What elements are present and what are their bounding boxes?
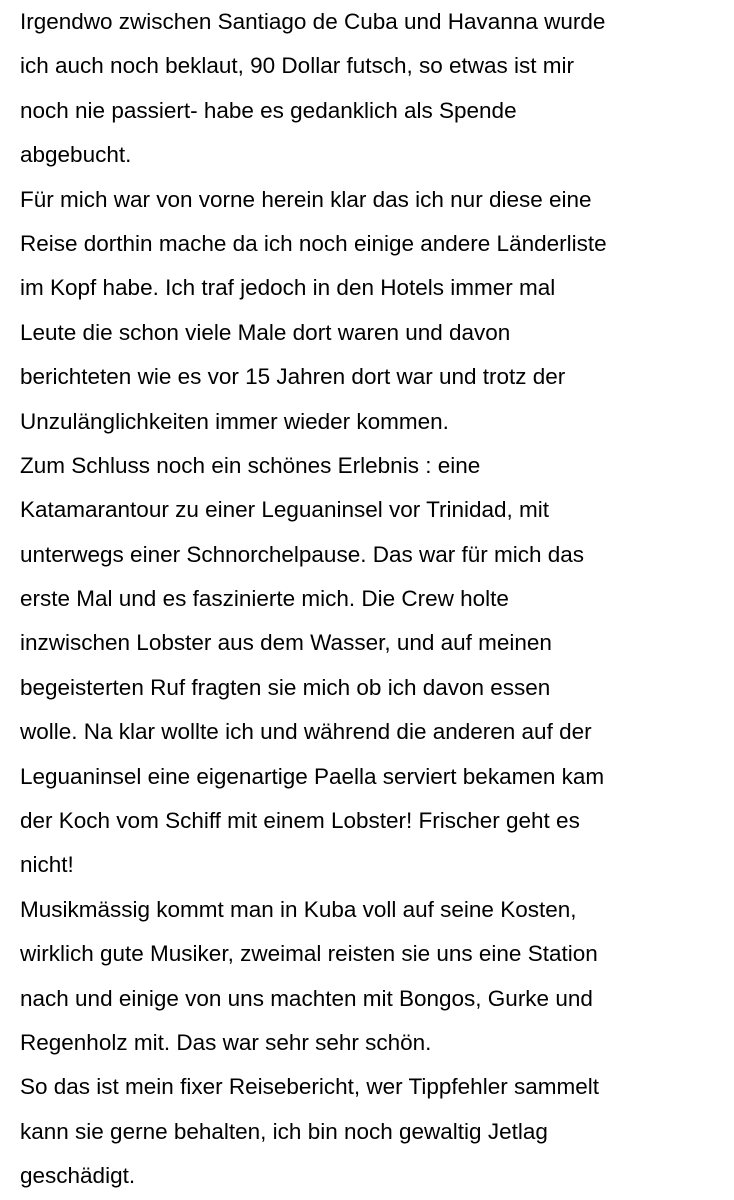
text-line: Für mich war von vorne herein klar das ich nur diese eine — [20, 186, 592, 212]
text-line: Unzulänglichkeiten immer wieder kommen. — [20, 408, 449, 434]
text-line: begeisterten Ruf fragten sie mich ob ich davon essen — [20, 674, 551, 700]
text-line: noch nie passiert- habe es gedanklich als Spende — [20, 97, 517, 123]
text-line: nicht! — [20, 852, 74, 878]
text-line: berichteten wie es vor 15 Jahren dort war und trotz der — [20, 364, 566, 390]
text-line: ich auch noch beklaut, 90 Dollar futsch, so etwas ist mir — [20, 53, 575, 79]
text-line: So das ist mein fixer Reisebericht, wer Tippfehler sammelt — [20, 1074, 599, 1100]
text-line: erste Mal und es faszinierte mich. Die Crew holte — [20, 586, 509, 612]
text-line: Leute die schon viele Male dort waren und davon — [20, 319, 511, 345]
text-line: abgebucht. — [20, 142, 132, 168]
text-line: im Kopf habe. Ich traf jedoch in den Hotels immer mal — [20, 275, 556, 301]
text-line: Irgendwo zwischen Santiago de Cuba und Havanna wurde — [20, 9, 606, 34]
text-line: Musikmässig kommt man in Kuba voll auf seine Kosten, — [20, 896, 577, 922]
text-line: kann sie gerne behalten, ich bin noch gewaltig Jetlag — [20, 1118, 548, 1144]
text-line: unterwegs einer Schnorchelpause. Das war für mich das — [20, 541, 585, 567]
text-line: inzwischen Lobster aus dem Wasser, und auf meinen — [20, 630, 552, 656]
text-line: Leguaninsel eine eigenartige Paella serviert bekamen kam — [20, 763, 605, 789]
text-line: Zum Schluss noch ein schönes Erlebnis : eine — [20, 452, 481, 478]
text-line: Reise dorthin mache da ich noch einige andere Länderliste — [20, 230, 607, 256]
text-line: Regenholz mit. Das war sehr sehr schön. — [20, 1029, 432, 1055]
text-line: Katamarantour zu einer Leguaninsel vor Trinidad, mit — [20, 497, 550, 523]
text-line: der Koch vom Schiff mit einem Lobster! Frischer geht es — [20, 808, 580, 834]
document-body — [20, 0, 734, 1199]
text-line: wolle. Na klar wollte ich und während die anderen auf der — [20, 719, 592, 745]
text-line: nach und einige von uns machten mit Bongos, Gurke und — [20, 985, 593, 1011]
text-line: geschädigt. — [20, 1163, 136, 1189]
text-line: wirklich gute Musiker, zweimal reisten sie uns eine Station — [20, 941, 598, 967]
